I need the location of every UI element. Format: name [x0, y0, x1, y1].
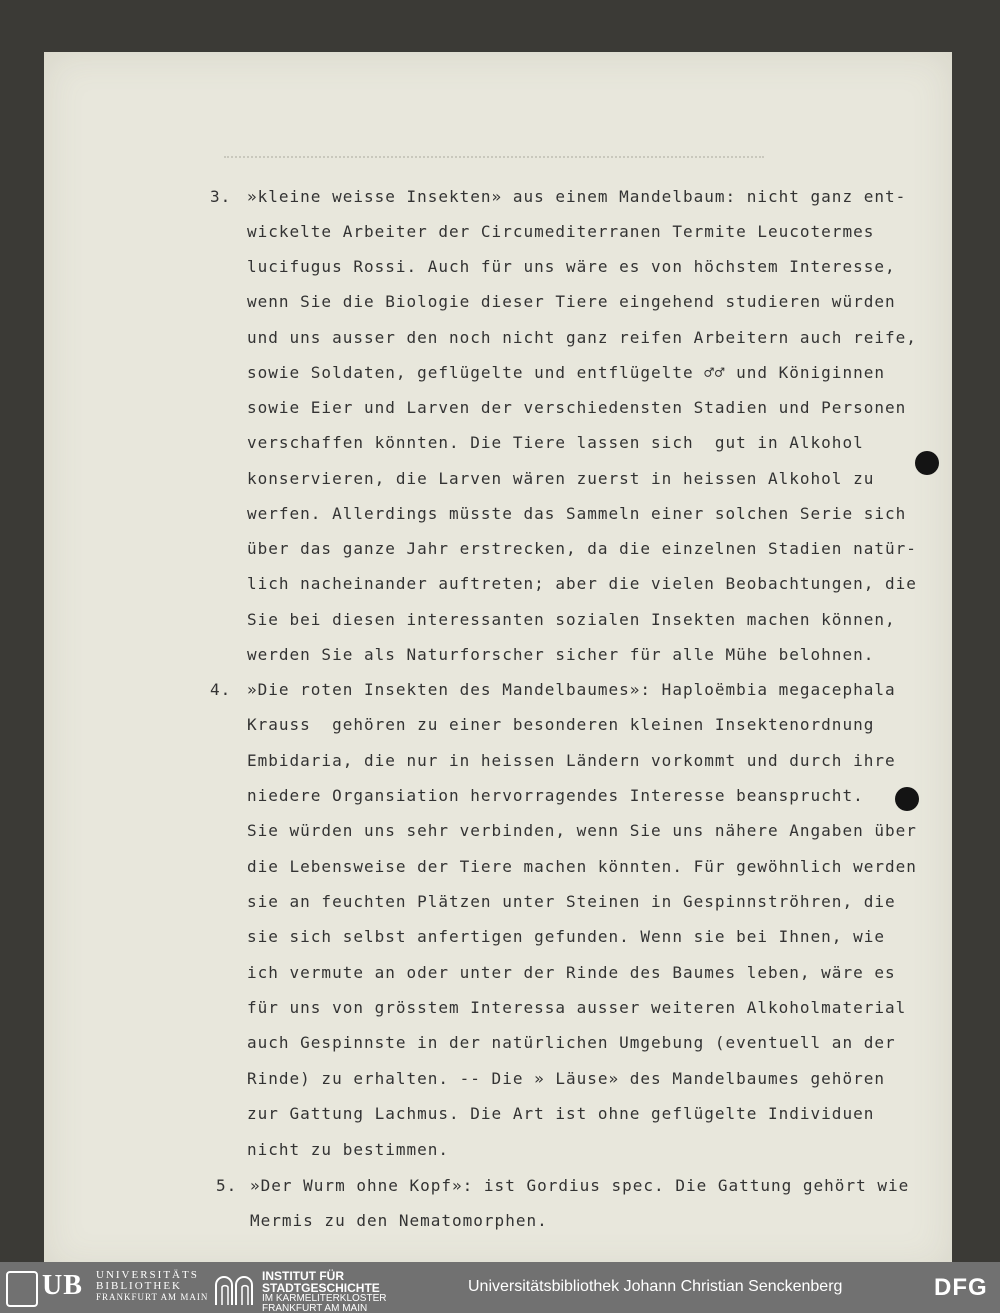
text-line: die Lebensweise der Tiere machen könnten. Für gewöhnlich werden	[247, 857, 917, 876]
item-number: 4.	[210, 680, 232, 699]
text-line: Krauss gehören zu einer besonderen kleinen Insektenordnung	[247, 715, 875, 734]
punch-hole	[915, 451, 939, 475]
institute-arches-icon	[214, 1271, 254, 1305]
institute-logo-text	[262, 1270, 386, 1313]
text-line: sie sich selbst anfertigen gefunden. Wenn sie bei Ihnen, wie	[247, 927, 885, 946]
item-number: 5.	[216, 1176, 238, 1195]
text-line: und uns ausser den noch nicht ganz reifen Arbeitern auch reife,	[247, 328, 917, 347]
text-line: für uns von grösstem Interessa ausser weiteren Alkoholmaterial	[247, 998, 907, 1017]
text-line: wenn Sie die Biologie dieser Tiere eingehend studieren würden	[247, 292, 896, 311]
ub-line-2: BIBLIOTHEK	[96, 1280, 182, 1292]
faded-header-trace	[224, 156, 764, 158]
text-line: »Die roten Insekten des Mandelbaumes»: Haploëmbia megacephala	[247, 680, 896, 699]
inst-line-2: STADTGESCHICHTE	[262, 1281, 380, 1295]
text-line: »kleine weisse Insekten» aus einem Mandelbaum: nicht ganz ent-	[247, 187, 907, 206]
text-line: Rinde) zu erhalten. -- Die » Läuse» des Mandelbaumes gehören	[247, 1069, 885, 1088]
university-seal-icon	[6, 1271, 38, 1307]
text-line: werfen. Allerdings müsste das Sammeln einer solchen Serie sich	[247, 504, 907, 523]
dfg-logo: DFG	[934, 1274, 988, 1301]
text-line: auch Gespinnste in der natürlichen Umgebung (eventuell an der	[247, 1033, 896, 1052]
text-line: ich vermute an oder unter der Rinde des Baumes leben, wäre es	[247, 963, 896, 982]
ub-line-3: FRANKFURT AM MAIN	[96, 1292, 209, 1302]
text-line: Mermis zu den Nematomorphen.	[250, 1211, 548, 1230]
text-line: lich nacheinander auftreten; aber die vielen Beobachtungen, die	[247, 574, 917, 593]
text-line: sowie Soldaten, geflügelte und entflügelte ♂♂ und Königinnen	[247, 363, 885, 382]
inst-line-3: IM KARMELITERKLOSTER	[262, 1293, 387, 1304]
ub-logo-text	[96, 1270, 208, 1303]
text-line: »Der Wurm ohne Kopf»: ist Gordius spec. Die Gattung gehört wie	[250, 1176, 910, 1195]
text-line: über das ganze Jahr erstrecken, da die einzelnen Stadien natür-	[247, 539, 917, 558]
inst-line-4: FRANKFURT AM MAIN	[262, 1303, 368, 1313]
text-line: sowie Eier und Larven der verschiedensten Stadien und Personen	[247, 398, 907, 417]
inst-line-1: INSTITUT FÜR	[262, 1269, 344, 1283]
library-name: Universitätsbibliothek Johann Christian Senckenberg	[468, 1278, 843, 1295]
text-line: wickelte Arbeiter der Circumediterranen Termite Leucotermes	[247, 222, 875, 241]
text-line: zur Gattung Lachmus. Die Art ist ohne geflügelte Individuen	[247, 1104, 875, 1123]
document-page	[44, 52, 952, 1272]
ub-line-1: UNIVERSITÄTS	[96, 1269, 199, 1281]
text-line: nicht zu bestimmen.	[247, 1140, 450, 1159]
text-line: lucifugus Rossi. Auch für uns wäre es von höchstem Interesse,	[247, 257, 896, 276]
text-line: verschaffen könnten. Die Tiere lassen sich gut in Alkohol	[247, 433, 864, 452]
text-line: Sie würden uns sehr verbinden, wenn Sie uns nähere Angaben über	[247, 821, 917, 840]
text-line: niedere Organsiation hervorragendes Interesse beansprucht.	[247, 786, 864, 805]
text-line: Embidaria, die nur in heissen Ländern vorkommt und durch ihre	[247, 751, 896, 770]
item-number: 3.	[210, 187, 232, 206]
text-line: Sie bei diesen interessanten sozialen Insekten machen können,	[247, 610, 896, 629]
punch-hole	[895, 787, 919, 811]
footer-bar	[0, 1262, 1000, 1313]
text-line: konservieren, die Larven wären zuerst in heissen Alkohol zu	[247, 469, 875, 488]
ub-logo-mark: UB	[42, 1270, 83, 1301]
text-line: werden Sie als Naturforscher sicher für alle Mühe belohnen.	[247, 645, 875, 664]
text-line: sie an feuchten Plätzen unter Steinen in Gespinnströhren, die	[247, 892, 896, 911]
